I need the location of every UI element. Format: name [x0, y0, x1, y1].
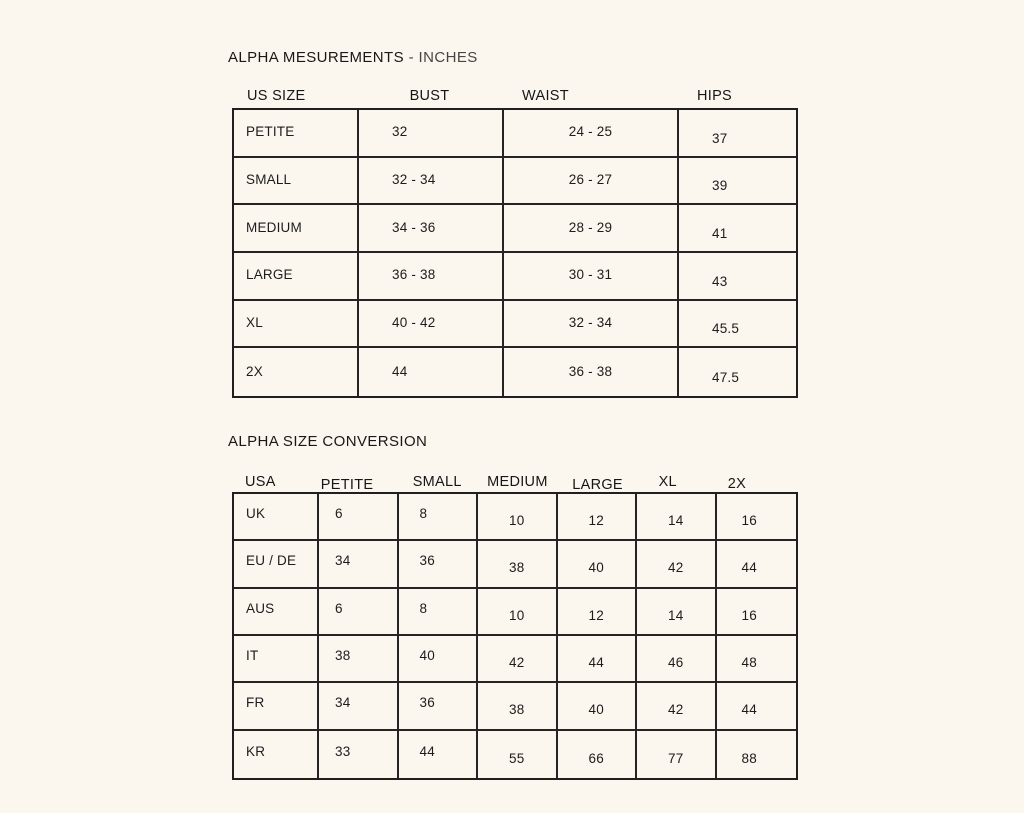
table-cell: 34	[319, 683, 399, 730]
table-cell: FR	[234, 683, 319, 730]
header-petite: PETITE	[320, 477, 374, 493]
alpha-measurements-title	[228, 49, 478, 67]
header-us-size: US SIZE	[247, 88, 306, 104]
table-cell: AUS	[234, 589, 319, 636]
table-cell: 42	[637, 541, 717, 588]
conversion-table	[232, 492, 798, 780]
table-cell: 26 - 27	[504, 158, 679, 206]
header-bust: BUST	[409, 88, 450, 104]
table-cell: UK	[234, 494, 319, 541]
table-cell: 30 - 31	[504, 253, 679, 301]
measurements-table	[232, 108, 798, 398]
header-usa: USA	[245, 474, 276, 490]
table-cell: 38	[478, 541, 558, 588]
table-cell: 34 - 36	[359, 205, 504, 253]
table-cell: 24 - 25	[504, 110, 679, 158]
header-large: LARGE	[572, 477, 623, 493]
conversion-table-header	[232, 471, 798, 493]
measurements-table-header	[232, 87, 798, 105]
table-cell: 43	[679, 253, 796, 301]
table-cell: 12	[558, 589, 638, 636]
header-xl: XL	[658, 474, 677, 490]
table-cell: 33	[319, 731, 399, 778]
table-cell: 12	[558, 494, 638, 541]
table-cell: 44	[717, 683, 797, 730]
table-cell: 16	[717, 494, 797, 541]
table-cell: 55	[478, 731, 558, 778]
table-cell: EU / DE	[234, 541, 319, 588]
table-cell: 14	[637, 494, 717, 541]
table-cell: LARGE	[234, 253, 359, 301]
table-cell: 88	[741, 750, 757, 766]
table-cell: 48	[717, 636, 797, 683]
table-cell: 8	[399, 589, 479, 636]
table-cell: 14	[637, 589, 717, 636]
table-cell: XL	[234, 301, 359, 349]
table-cell: 40	[399, 636, 479, 683]
table-cell: 36	[399, 541, 479, 588]
table-cell: 44	[558, 636, 638, 683]
table-cell: 42	[637, 683, 717, 730]
table-cell: 32 - 34	[504, 301, 679, 349]
table-cell: 37	[679, 110, 796, 158]
header-medium: MEDIUM	[487, 474, 548, 490]
header-small: SMALL	[412, 474, 462, 490]
header-waist: WAIST	[522, 88, 569, 104]
table-cell: 46	[637, 636, 717, 683]
table-cell: 42	[478, 636, 558, 683]
alpha-size-conversion-title: ALPHA SIZE CONVERSION	[228, 433, 428, 450]
header-2x: 2X	[727, 476, 747, 492]
table-cell: 40 - 42	[359, 301, 504, 349]
table-cell: 45.5	[679, 301, 796, 349]
table-cell: 34	[319, 541, 399, 588]
table-cell: 28 - 29	[504, 205, 679, 253]
table-cell: 66	[558, 731, 638, 778]
table-cell: 47.5	[712, 370, 740, 386]
table-cell: 36 - 38	[359, 253, 504, 301]
table-cell: 40	[558, 541, 638, 588]
table-cell: 38	[478, 683, 558, 730]
table-cell: 16	[717, 589, 797, 636]
table-cell: 8	[399, 494, 479, 541]
table-cell: 44	[359, 348, 504, 396]
table-cell: 10	[478, 589, 558, 636]
table-cell: 41	[679, 205, 796, 253]
table-cell: 38	[319, 636, 399, 683]
table-cell: IT	[234, 636, 319, 683]
table-cell: 6	[319, 494, 399, 541]
table-cell: 40	[558, 683, 638, 730]
alpha-measurements-title-unit: - INCHES	[408, 49, 478, 66]
table-cell: 77	[637, 731, 717, 778]
table-cell: SMALL	[234, 158, 359, 206]
table-cell: 39	[679, 158, 796, 206]
table-cell: 2X	[234, 348, 359, 396]
table-cell: MEDIUM	[234, 205, 359, 253]
table-cell: 32 - 34	[359, 158, 504, 206]
header-hips: HIPS	[696, 88, 733, 104]
table-cell: 10	[478, 494, 558, 541]
table-cell: 44	[717, 541, 797, 588]
table-cell: 44	[399, 731, 479, 778]
table-cell: KR	[234, 731, 319, 778]
table-cell: 36	[399, 683, 479, 730]
alpha-measurements-title-main: ALPHA MESUREMENTS	[228, 49, 405, 66]
table-cell: 32	[359, 110, 504, 158]
table-cell: 6	[319, 589, 399, 636]
table-cell: 36 - 38	[504, 348, 679, 396]
table-cell: PETITE	[234, 110, 359, 158]
